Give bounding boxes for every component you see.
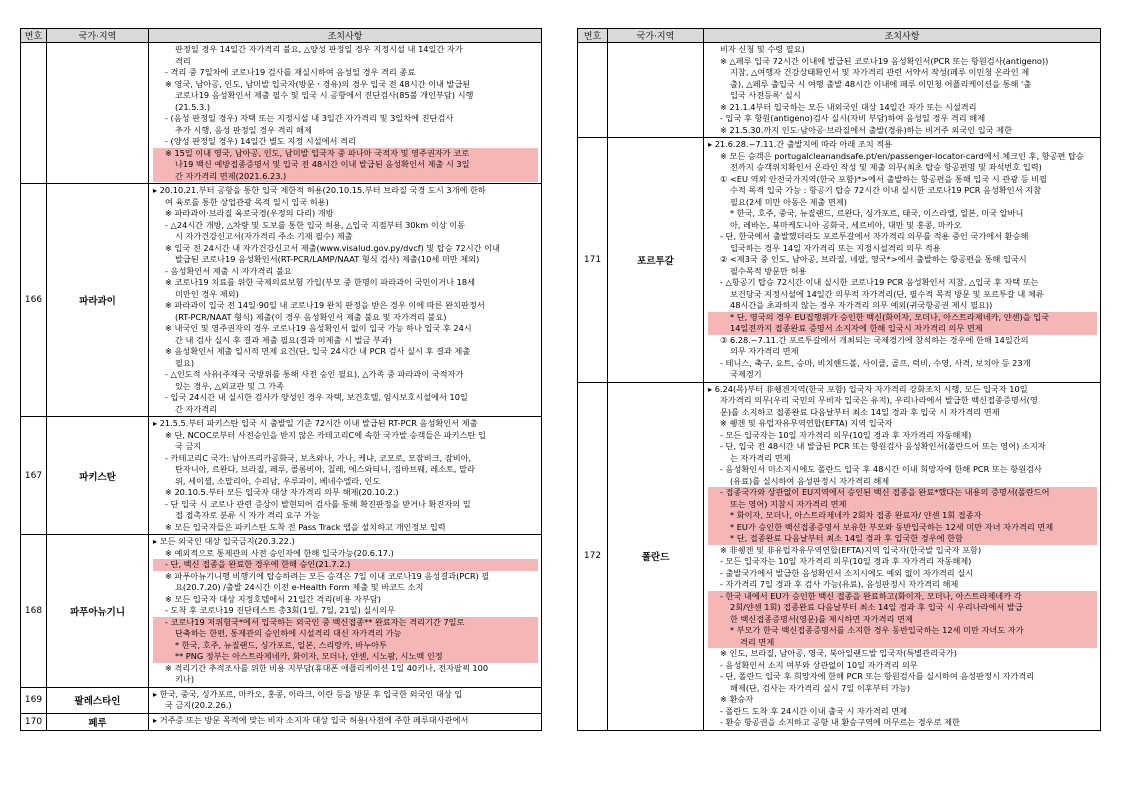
measure-line: - △24시간 개방, △차량 및 도보를 통한 입국 허용, △입국 지점부터 30km 이상 이동 xyxy=(165,219,466,230)
measure-line: 있는 경우, △외교관 및 그 가족 xyxy=(175,380,284,391)
row-number: 170 xyxy=(21,713,47,730)
row-number: 167 xyxy=(21,417,47,535)
measure-line: 의무 자가격리 면제 xyxy=(730,346,799,356)
measure-line: ※ 환승자 xyxy=(720,694,754,704)
highlighted-line: * 단, 접종완료 다음날부터 최소 14일 경과 후 입국한 경우에 한함 xyxy=(708,533,1097,545)
measure-line: 탄자니아, 르완다, 브라질, 페루, 콜롬비아, 칠레, 에스와티니, 짐바브웨, 레소토, 말라 xyxy=(175,464,475,474)
row-measures xyxy=(704,43,1101,138)
table-row xyxy=(21,687,542,713)
measure-line: 추가 시행, 음성 판정일 경우 격리 해제 xyxy=(175,124,312,135)
row-measures xyxy=(704,382,1101,730)
row-measures xyxy=(704,138,1101,383)
highlighted-line: - 한국 내에서 EU가 승인한 백신 접종을 완료하고(화이자, 모더나, 아스트라제네카 각 xyxy=(708,591,1097,603)
measure-line: - 단 입국 시 코로나 관련 증상이 발현되어 검사를 통해 확진판정을 받거나 확진자의 밀 xyxy=(165,498,471,509)
measure-line: ※ 21.5.30.까지 인도·남아공·브라질에서 출발(경유)하는 비거주 외국인 입국 제한 xyxy=(720,124,1012,135)
measure-line: 간 내 검사 실시 후 결과 제출 필요(결과 미제출 시 벌금 부과) xyxy=(175,334,392,345)
measure-line: ※ 모든 입국자들은 파키스탄 도착 전 Pass Track 앱을 설치하고 개인정보 입력 xyxy=(165,521,446,532)
measure-line: 지참, △여행자 건강상태확인서 및 자가격리 관련 서약서 작성(페루 이민청 온라인 제 xyxy=(730,67,1030,77)
header-measures: 조치사항 xyxy=(149,29,542,43)
measure-line: - 모든 입국자는 10일 자가격리 의무(10일 경과 후 자가격리 자동해제) xyxy=(720,429,972,440)
measure-line: 입국 사전등록' 실시 xyxy=(730,90,801,100)
header-no: 번호 xyxy=(578,29,608,43)
measure-line: ▸ 거주증 또는 방문 목적에 맞는 비자 소지자 대상 입국 허용(사전에 주한 페루대사관에서 xyxy=(153,714,469,725)
measure-line: 자가격리 의무(우리 국민의 무비자 입국은 유지), 우리나라에서 발급한 백신접종증명서(영 xyxy=(720,395,1038,405)
table-row xyxy=(21,43,542,184)
measure-line: 코로나19 음성확인서 제출 필수 및 입국 시 공항에서 진단검사(85불 개인부담) 시행 xyxy=(175,90,474,100)
highlighted-line: - 접종국가와 상관없이 EU지역에서 승인된 백신 접종을 완료*했다는 내용의 증명서(폴란드어 xyxy=(708,487,1097,499)
measure-line: - 단, 폴란드 입국 후 희망자에 한해 PCR 또는 항원검사를 실시하여 음성판정시 자가격리 xyxy=(720,671,1035,681)
measure-line: - 격리 중 7일차에 코로나19 검사를 재실시하여 음성일 경우 격리 종료 xyxy=(165,67,416,77)
measure-line: 요(20.7.20) /출발 24시간 이전 e-Health Form 제출 및 바코드 소지 xyxy=(175,582,424,592)
measure-line: ※ 파푸아뉴기니행 비행기에 탑승하려는 모든 승객은 7일 이내 코로나19 음성결과(PCR) 필 xyxy=(165,570,490,581)
measure-line: ※ 코로나19 치료를 위한 국제의료보험 가입(부모 중 한명이 파라과이 국민이거나 18세 xyxy=(165,277,476,287)
measure-line: ※ 입국 전 24시간 내 자가건강신고서 제출(www.visalud.gov.py/dvcf) 및 탑승 72시간 이내 xyxy=(165,242,500,253)
measure-line: - 테니스, 축구, 요트, 승마, 비치핸드볼, 사이클, 골프, 럭비, 수영, 사격, 보치아 등 23개 xyxy=(720,357,1031,368)
measure-line: ※ 음성확인서 제출 일시적 면제 요건(단, 입국 24시간 내 PCR 검사 실시 후 결과 제출 xyxy=(165,346,471,356)
measure-line: - 음성확인서 미소지시에도 폴란드 입국 후 48시간 이내 희망자에 한해 PCR 또는 항원검사 xyxy=(720,464,1042,474)
measure-line: - 단, 입국 전 48시간 내 발급된 PCR 또는 항원검사 음성확인서(폴란드어 또는 영어) 소지자 xyxy=(720,441,1046,451)
row-measures xyxy=(149,417,542,535)
measure-line: - 단, 한국에서 출발했더라도 포르투갈에서 자가격리 의무를 적용 중인 국가에서 환승해 xyxy=(720,231,1029,241)
table-row xyxy=(578,382,1101,730)
measure-line: ① <EU 역외 안전국가지역(한국 포함)*>에서 출발하는 항공편을 통해 입국 시 관광 등 비필 xyxy=(720,173,1048,184)
row-number xyxy=(578,43,608,138)
measure-line: - 환승 항공권을 소지하고 공항 내 환승구역에 머무르는 경우로 제한 xyxy=(720,717,960,727)
row-measures xyxy=(149,713,542,730)
measure-line: ※ 非쉥겐 및 非유럽자유무역연합(EFTA)지역 입국자(한국발 입국자 포함) xyxy=(720,544,982,555)
measure-line: - 음성확인서 제출 시 자가격리 불요 xyxy=(165,265,292,276)
measure-line: 출), △페루 출입국 시 여행 출발 48시간 이내에 페루 이민청 어플리케이션을 통해 '출 xyxy=(730,78,1032,89)
measure-line: ※ 내국인 및 영주권자의 경우 코로나19 음성확인서 없이 입국 가능 하나 입국 후 24시 xyxy=(165,323,472,333)
measure-line: - 입국 후 항원(antigeno)검사 실시(자비 부담)하여 음성일 경우 격리 해제 xyxy=(720,113,986,123)
header-row xyxy=(578,29,1101,43)
row-number: 171 xyxy=(578,138,608,383)
measures-table-right xyxy=(577,28,1101,731)
row-country: 포르투갈 xyxy=(608,138,704,383)
table-row xyxy=(21,184,542,417)
measure-line: ▸ 21.5.5.부터 파키스탄 입국 시 출발일 기준 72시간 이내 발급된 RT-PCR 음성확인서 제출 xyxy=(153,418,478,428)
row-country: 파푸아뉴기니 xyxy=(47,535,149,688)
highlighted-line: 단축하는 한편, 통제관의 승인하에 시설격리 대신 자가격리 가능 xyxy=(153,628,538,640)
measure-line: - 입국 24시간 내 실시한 검사가 양성인 경우 자택, 보건호텔, 임시보호시설에서 10일 xyxy=(165,392,468,402)
measure-line: 판정일 경우 14일간 자가격리 불요, △양성 판정일 경우 지정시설 내 14일간 자가 xyxy=(175,44,463,54)
row-number xyxy=(21,43,47,184)
measure-line: - 폴란드 도착 후 24시간 이내 출국 시 자가격리 면제 xyxy=(720,705,908,716)
measure-line: 문)를 소지하고 접종완료 다음날부터 최소 14일 경과 후 입국 시 자가격리 면제 xyxy=(720,406,1000,417)
row-country: 파라과이 xyxy=(47,184,149,417)
header-country: 국가·지역 xyxy=(608,29,704,43)
row-country: 파키스탄 xyxy=(47,417,149,535)
table-row xyxy=(578,138,1101,383)
measure-line: ※ 예외적으로 통제관의 사전 승인자에 한해 입국가능(20.6.17.) xyxy=(165,547,394,558)
row-country xyxy=(608,43,704,138)
measure-line: 수적 목적 입국 가능 : 항공기 탑승 72시간 이내 실시한 코로나19 PCR 음성확인서 지참 xyxy=(730,185,1042,195)
measure-line: ※ 모든 승객은 portugalcleanandsafe.pt/en/passenger-locator-card에서 체크인 후, 항공편 탑승 xyxy=(720,150,1084,161)
measure-line: - △항공기 탑승 72시간 이내 실시한 코로나19 PCR 음성확인서 지참, △입국 후 자택 또는 xyxy=(720,277,1039,287)
measure-line: 국 금지 xyxy=(175,441,202,451)
highlighted-line: - 코로나19 저위험국*에서 입국하는 외국인 중 백신접종** 완료자는 격리기간 7일로 xyxy=(153,617,538,629)
measure-line: ▸ 6.24(목)부터 非쉥겐지역(한국 포함) 입국자 자가격리 강화조치 시행, 모든 입국자 10일 xyxy=(708,383,1028,394)
row-measures xyxy=(149,43,542,184)
measure-line: - (양성 판정일 경우) 14일간 별도 지정 시설에서 격리 xyxy=(165,136,356,146)
measure-line: ② <제3국 중 인도, 남아공, 브라질, 네팔, 영국*>에서 출발하는 항공편을 통해 입국시 xyxy=(720,254,1027,264)
highlighted-line: 또는 영어) 지참시 자가격리 면제 xyxy=(708,499,1097,511)
measure-line: 전까지 승객위치확인서 온라인 작성 및 제출 의무(최초 탑승 항공편명 및 좌석번호 입력) xyxy=(730,162,1042,172)
measure-line: ※ 파라과이·브라질 육로국경(우정의 다리) 개방 xyxy=(165,208,334,218)
measure-line: 접 접촉자로 분류 시 자가 격리 요구 가능 xyxy=(175,510,320,520)
measure-line: ▸ 21.6.28.~7.11.간 출발지에 따라 아래 조치 적용 xyxy=(708,139,893,149)
measure-line: ※ 영국, 남아공, 인도, 남미발 입국자(방문ㆍ경유)의 경우 입국 전 48시간 이내 발급된 xyxy=(165,78,471,89)
measure-line: - 카테고리C 국가: 남아프리카공화국, 보츠와나, 가나, 케냐, 코모로, 모잠비크, 잠비아, xyxy=(165,452,472,463)
row-measures xyxy=(149,687,542,713)
measure-line: 해제(단, 검사는 자가격리 실시 7일 이후부터 가능) xyxy=(730,682,911,693)
highlighted-line: * 한국, 호주, 뉴질랜드, 싱가포르, 일본, 스리랑카, 바누아투 xyxy=(153,640,538,652)
measure-line: 위, 세이셸, 소말리아, 수리남, 우루과이, 베네수엘라, 인도 xyxy=(175,475,381,486)
highlighted-line: 간 자가격리 면제(2021.6.23.) xyxy=(153,171,538,183)
highlighted-line: 2회/얀센 1회) 접종완료 다음날부터 최소 14일 경과 후 입국 시 우리나라에서 발급 xyxy=(708,602,1097,614)
measure-line: ※ 단, NCOC로부터 사전승인을 받지 않은 카테고리C에 속한 국가발 승객들은 파키스탄 입 xyxy=(165,429,486,440)
measure-line: 비자 신청 및 수령 필요) xyxy=(720,44,805,54)
measure-line: 미만인 경우 제외) xyxy=(175,288,239,299)
measure-line: - 자가격리 7일 경과 후 검사 가능(유료), 음성판정시 자가격리 해제 xyxy=(720,579,959,589)
measure-line: ※ 인도, 브라질, 남아공, 영국, 북아일랜드발 입국자(특별관리국가) xyxy=(720,648,958,658)
row-number: 172 xyxy=(578,382,608,730)
measure-line: ③ 6.28.~7.11.간 포르투갈에서 개최되는 국제경기에 참석하는 경우에 한해 14일간의 xyxy=(720,334,1029,345)
measure-line: ▸ 모든 외국인 대상 입국금지(20.3.22.) xyxy=(153,536,295,546)
row-country: 페루 xyxy=(47,713,149,730)
highlighted-line: - 단, 백신 접종을 완료한 경우에 한해 승인(21.7.2.) xyxy=(153,559,538,571)
table-row xyxy=(21,535,542,688)
measure-line: ▸ 한국, 중국, 싱가포르, 마카오, 홍콩, 이라크, 이란 등을 방문 후 입국한 외국인 대상 입 xyxy=(153,688,463,699)
measure-line: 필요) xyxy=(175,357,195,368)
measure-line: 보건당국 지정시설에 14일간 의무적 자가격리(단, 필수적 목적 방문 및 포르투갈 내 체류 xyxy=(730,288,1044,299)
header-measures: 조치사항 xyxy=(704,29,1101,43)
highlighted-line: * 부모가 한국 백신접종증명서를 소지한 경우 동반입국하는 12세 미만 자녀도 자가 xyxy=(708,625,1097,637)
measure-line: 아, 레바논, 북마케도니아 공화국, 세르비아, 대만 및 홍콩, 마카오 xyxy=(730,219,962,230)
row-country: 팔레스타인 xyxy=(47,687,149,713)
measure-line: * 한국, 호주, 중국, 뉴질랜드, 르완다, 싱가포르, 태국, 이스라엘, 일본, 미국 알바니 xyxy=(730,208,1024,218)
row-country: 폴란드 xyxy=(608,382,704,730)
measure-line: 48시간을 초과하지 않는 경우 자가격리 의무 예외(귀국항공권 제시 필요)) xyxy=(730,300,993,310)
row-number: 169 xyxy=(21,687,47,713)
header-country: 국가·지역 xyxy=(47,29,149,43)
header-no: 번호 xyxy=(21,29,47,43)
table-row xyxy=(578,43,1101,138)
measure-line: 필수목적 방문만 허용 xyxy=(730,265,807,276)
measure-line: ※ 모든 입국자 대상 지정호텔에서 21일간 격리(비용 자부담) xyxy=(165,593,381,604)
measure-line: 키나) xyxy=(175,674,195,684)
measure-line: ※ 파라과이 입국 전 14일·90일 내 코로나19 완치 판정을 받은 경우 이에 따른 완치판정서 xyxy=(165,300,485,310)
measure-line: ※ 21.1.4부터 입국하는 모든 내외국인 대상 14일간 자가 또는 시설격리 xyxy=(720,101,977,112)
highlighted-line: ** PNG 정부는 아스트라제네카, 화이자, 모더나, 얀센, 시노팜, 시노백 인정 xyxy=(153,651,538,663)
measure-line: ▸ 20.10.21.부터 공항을 통한 입국 제한적 허용(20.10.15.부터 브라질 국경 도시 3개에 한하 xyxy=(153,185,486,195)
highlighted-line: * 화이자, 모더나, 아스트라제네카 2회차 접종 완료자/ 얀센 1회 접종자 xyxy=(708,510,1097,522)
measure-line: - 도착 후 코로나19 진단테스트 총3회(1일, 7일, 21일) 실시의무 xyxy=(165,605,396,615)
measure-line: 국 금지(20.2.26.) xyxy=(165,700,232,710)
measure-line: ※ 격리기간 추적조사를 위한 비용 지부담(휴대폰 애플리케이션 1일 40키나, 전자팔찌 100 xyxy=(165,662,489,673)
header-row xyxy=(21,29,542,43)
row-number: 168 xyxy=(21,535,47,688)
measures-table-left xyxy=(20,28,542,731)
highlighted-line: 한 백신접종증명서(영문)를 제시하면 자가격리 면제 xyxy=(708,614,1097,626)
table-row xyxy=(21,417,542,535)
measure-line: (RT-PCR/NAAT 형식) 제출(이 경우 음성확인서 제출 불요 및 자가격리 불요) xyxy=(175,311,447,322)
left-page xyxy=(20,28,542,731)
measure-line: 국제경기 xyxy=(730,369,762,379)
highlighted-line: 나19 백신 예방접종증명서 및 입국 전 48시간 이내 발급된 음성확인서 제출 시 3일 xyxy=(153,159,538,171)
measure-line: (21.5.3.) xyxy=(175,101,211,112)
measure-line: - 음성확인서 소지 여부와 상관없이 10일 자가격리 의무 xyxy=(720,659,918,670)
measure-line: 시 자가건강신고서(자가격리 주소 기재 필수) 제출 xyxy=(175,231,353,241)
measure-line: - △인도적 사유(주재국 국방위를 통해 사전 승인 필요), △가족 중 파라과이 국적자가 xyxy=(165,369,464,379)
measure-line: 격리 xyxy=(175,55,191,66)
measure-line: (유료)를 실시하여 음성판정시 자가격리 해제 xyxy=(730,475,890,486)
measure-line: 입국하는 경우 14일 자가격리 또는 지정시설격리 의무 적용 xyxy=(730,242,941,253)
highlighted-line: * 단, 영국의 경우 EU집행위가 승인한 백신(화이자, 모더나, 아스트라제네카, 얀센)을 입국 xyxy=(708,312,1097,324)
right-page xyxy=(577,28,1101,731)
table-row xyxy=(21,713,542,730)
measure-line: - 출발국가에서 발급한 음성확인서 소지시에도 예외 없이 자가격리 실시 xyxy=(720,567,974,578)
measure-line: - (음성 판정일 경우) 자택 또는 지정시설 내 3일간 자가격리 및 3일차에 진단검사 xyxy=(165,113,454,123)
row-number: 166 xyxy=(21,184,47,417)
measure-line: 필요(2세 미만 아동은 제출 면제) xyxy=(730,196,847,207)
measure-line: ※ 쉥겐 및 유럽자유무역연합(EFTA) 지역 입국자 xyxy=(720,418,893,428)
row-measures xyxy=(149,184,542,417)
highlighted-line: * EU가 승인한 백신접종증명서 보유한 부모와 동반입국하는 12세 미만 자녀 자가격리 면제 xyxy=(708,522,1097,534)
measure-line: 발급된 코로나19 음성확인서(RT-PCR/LAMP/NAAT 형식 검사) 제출(10세 미만 제외) xyxy=(175,254,480,264)
highlighted-line: 14일전까지 접종완료 증명서 소지자에 한해 입국시 자가격리 의무 면제 xyxy=(708,323,1097,335)
measure-line: ※ 20.10.5.부터 모든 입국자 대상 자가격리 의무 해제(20.10.2.) xyxy=(165,487,399,497)
highlighted-line: 격리 면제 xyxy=(708,637,1097,649)
row-measures xyxy=(149,535,542,688)
row-country xyxy=(47,43,149,184)
measure-line: - 모든 입국자는 10일 자가격리 의무(10일 경과 후 자가격리 자동해제) xyxy=(720,556,972,566)
measure-line: 간 자가격리 xyxy=(175,403,218,414)
measure-line: 여 육로를 통한 상업관광 목적 일시 입국 허용) xyxy=(165,196,329,207)
measure-line: ※ △페루 입국 72시간 이내에 발급된 코로나19 음성확인서(PCR 또는 항원검사(antigeno)) xyxy=(720,55,1049,66)
measure-line: 는 자가격리 면제 xyxy=(730,452,791,463)
highlighted-line: ※ 15일 이내 영국, 남아공, 인도, 남미발 입국자 중 파나마 국적자 및 영주권자가 코로 xyxy=(153,148,538,160)
